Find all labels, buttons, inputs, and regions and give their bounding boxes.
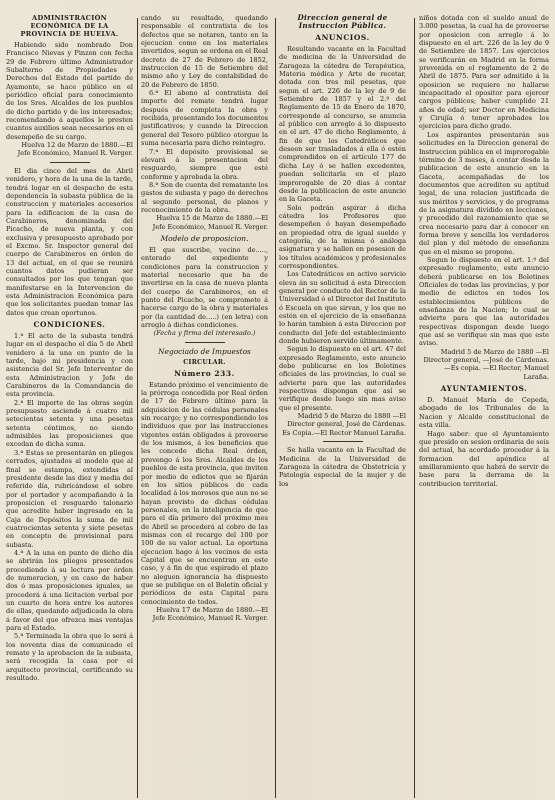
- section-heading: Número 233.: [174, 368, 235, 378]
- column-rule: [137, 18, 138, 798]
- paragraph: 7.ª El depósito provisional se elevará á la presentacion del resguardo, siempre que esté conforme y aprobada la obra.: [141, 147, 268, 181]
- divider: [50, 162, 90, 163]
- column-3: [279, 14, 406, 800]
- paragraph: 4.ª A la una en punto de dicho día se abrirán los pliegos presentados procediendo á su lectura por órden de numeracion, y en caso de haber dos ó mas proposiciones iguales, se procederá á una licitacion verbal por un cuarto de hora entre los autores de ellas, quedando adjudicada la obra á favor del que ofrezca mas ventajas para el Estado.: [6, 548, 133, 633]
- section-heading: Negociado de Impuestos: [158, 346, 251, 356]
- centered-note: (Fecha y firma del interesado.): [153, 329, 256, 338]
- section-title: ADMINISTRACIÓN ECONÓMICA DE LA PROVINCIA DE HUELVA.: [20, 14, 119, 38]
- paragraph: El dia cinco del mes de Abril venidero, y hora de la una de la tarde, tendrá lugar en el despacho de esta dependencia la subasta pública de la construccion y materiales accesorios para la edificacion de la casa de Carabineros, denominada del Picacho, de nueva planta, y con exclusiva y presupuesto aprobado por el Excmo. Sr. Inspector general del cuerpo de Carabineros en órden de 13 del actual, en el que se reunirá cuantos datos pudieran ser consultados por los que tengan que manifestarse en la Intervencion de esta Administracion Económica para que los solicitantes puedan tomar las datos que crean oportunos.: [6, 166, 133, 317]
- signature-line: Madrid 5 de Marzo de 1880 —El Director general, José de Cárdenas. Es Copia.—El Rector Manuel Laraña.: [282, 412, 406, 437]
- section-heading: CONDICIONES.: [33, 320, 106, 329]
- column-2: [141, 14, 268, 800]
- paragraph: El que suscribe, vecino de....., enterado del expediente y condiciones para la construccion y material necesario que ha de invertirse en la casa de nueva planta del cuerpo de Carabineros, en el punto del Picacho, se compromete á hacerse cargo de la obra y materiales por (la cantidad de.....) (en letra) con arreglo á dichas condiciones.: [141, 245, 268, 330]
- paragraph: Los aspirantes presentarán sus solicitudes en la Direccion general de Instruccion pública en el improrogable término de 3 meses, á contar desde la publicacion de este anuncio en la Gaceta, acompañadas de los documentos que acrediten su aptitud legal, de una relacion justificada de sus méritos y servicios, y de programa de la asignatura dividido en lecciones, y precedido del razonamiento que se crea necesario para dar á conocer en forma breve y sencilla los verdaderos del plan y del método de enseñanza que en el mismo se propone.: [419, 130, 549, 256]
- section-heading: CIRCULAR.: [183, 358, 226, 366]
- paragraph: 3.ª Estas se presentarán en pliegos cerrados, ajustados al modelo que al final se estampa, extendidas al presidente desde las diez y media del referido día, rubricándose el sobre por el portador y acompañando á la proposicion el resguardo talonario que acredite haber ingresado en la Caja de Depósitos la suma de mil cuatrocientas setenta y siete pesetas en concepto de provisional para subasta.: [6, 448, 133, 549]
- signature-line: Huelva 12 de Marzo de 1880.—El Jefe Económico, Manuel R. Verger.: [17, 141, 133, 158]
- paragraph: 6.ª El abono al contratista del importe del remate tendrá lugar después de completa la obra y recibida, presentando los documentos justificativos; y cuando la Direccion general del Tesoro público otorgue la suma necesaria para dicho reintegro.: [141, 89, 268, 148]
- column-4: [419, 14, 549, 800]
- signature-line: Huelva 15 de Marzo de 1880.—El Jefe Económico, Manuel R. Verger.: [152, 214, 268, 231]
- signature-line: Madrid 5 de Marzo de 1880 —El Director general, —José de Cárdenas.—Es copia. —El Rector, Manuel Laraña.: [423, 347, 549, 381]
- section-heading: ANUNCIOS.: [315, 33, 370, 42]
- signature-line: Huelva 17 de Marzo de 1880.—El Jefe Económico, Manuel R. Verger.: [152, 606, 268, 623]
- paragraph: Habiendo sido nombrado Don Francisco Nievas y Pinzon con fecha 29 de Febrero último Administrador Subalterno de Propiedades y Derechos del Estado del partido de Ayamonte, se hace público en el periódico oficial para conocimiento de los Sres. Alcaldes de los pueblos de dicho partido y de los interesados; recomendando á aquellos le presten cuantos auxilios sean necesarios en el desempeño de su cargo.: [6, 41, 133, 141]
- paragraph: 8.ª Son de cuenta del rematante los gastos de subasta y pago de derechos al segundo personal, de planos y reconocimiento de la obra.: [141, 180, 268, 214]
- divider: [185, 342, 225, 343]
- paragraph: Se halla vacante en la Facultad de Medicina de la Universidad de Zaragoza la cátedra de Obstetricia y Patología especial de la mujer y de los: [279, 446, 406, 488]
- paragraph: Estando próximo el vencimiento de la prórroga concedida por Real órden de 17 de Febrero último para la adquisicion de las cédulas personales sin recargo; y no correspondiendo los individuos que por las instrucciones vigentes están obligados á proveerse de los mismos, á los beneficios que les concede dicha Real órden, prevengo á los Sres. Alcaldes de los pueblos de esta provincia, que inviten por medio de edictos que se fijarán en los sitios públicos de cada localidad á los morosos que aun no se hayan provisto de dichas cédulas personales, en la inteligencia de que para el día primero del próximo mes de Abril se procederá al cobro de las mismas con el recargo del 100 por 100 de su valor actual. La oportuna ejecucion hago á los vecinos de esta Capital que se encuentran en este caso, y á fin de que espirado el plazo no aleguen ignorancia ha dispuesto que se publique en el Boletin oficial y periódicos de esta Capital para conocimiento de todos.: [141, 380, 268, 606]
- paragraph: Resultando vacante en la Facultad de medicina de la Universidad de Zaragoza la cátedra de Terapéutica, Materia médica y Arte de recetar, dotada con tres mil pesetas, que segun el art. 226 de la ley de 9 de Setiembre de 1857 y el 2.º del Reglamento de 15 de Enero de 1870, corresponde al concurso, se anuncia al público con arreglo á lo dispuesto en el art. 47 de dicho Reglamento, á fin de que los Catedráticos que deseen ser trasladados á ella ó estén comprendidos en el artículo 177 de dicha Ley ó se hallen excedentes, puedan solicitarla en el plazo improrogable de 20 dias á contar desde la publicacion de este anuncio en la Gaceta.: [279, 45, 406, 204]
- paragraph: Solo podrán aspirar á dicha cátedra los Profesores que desempeñen ó hayan desempeñado en propiedad otra de igual sueldo y categoría, de la misma ó análoga asignatura y se hallen en posesion de los títulos académicos y profesionales correspondientes.: [279, 203, 406, 270]
- column-rule: [414, 18, 415, 798]
- paragraph: 5.ª Terminada la obra que lo será á los noventa dias de comunicado el remate y la aprobacion de la subasta, será recogida la casa por el arquitecto provincial, certificando su resultado.: [6, 632, 133, 683]
- paragraph: Segun lo dispuesto en el art. 47 del expresado Reglamento, este anuncio debe publicarse en los Boletines oficiales de las provincias, lo cual se advierte para que las autoridades respectivas dispongan que así se verifique desde luego sin mas aviso que el presente.: [279, 345, 406, 412]
- paragraph: 1.ª El acto de la subasta tendrá lugar en el despacho el día 5 de Abril venidero á la una en punto de la tarde, bajo mi presidencia y con asistencia del Sr. Jefe Interventor de esta Administracion y Jefe de Carabineros de la Comandancia de esta provincia.: [6, 332, 133, 399]
- paragraph: Hago saber: que el Ayuntamiento que presido en sesion ordinaria de seis del actual, ha acordado proceder á la formacion del apéndice al amillaramiento que habrá de servir de base para la derrama de la contribucion territorial.: [419, 429, 549, 488]
- column-rule: [275, 18, 276, 798]
- section-heading: Modelo de proposicion.: [160, 233, 249, 243]
- section-heading: AYUNTAMIENTOS.: [440, 384, 528, 394]
- paragraph: Los Catedráticos en activo servicio eleva án su solicitud á esta Direccion general por conducto del Rector de la Universidad ó el Director del Instituto ó Escuela en que sirvan, y los que no estén en el ejercicio de la enseñanza lo harán tambien á esta Direccion por conducto del Jefe del establecimiento donde hubieren servido últimamente.: [279, 270, 406, 346]
- divider: [323, 441, 363, 442]
- column-1: [6, 14, 133, 800]
- section-title: Direccion general de Instruccion Pública.: [297, 14, 388, 30]
- paragraph: Segun lo dispuesto en el art. 1.º del expresado reglamento, este anuncio deberá publicarse en los Boletines Oficiales de todas las provincias, y por medio de edictos en todos los establecimientos públicos de enseñanza de la Nacion; lo cual se advierte para que las autoridades respectivas dispongan desde luego que así se verifique sin mas que este aviso.: [419, 255, 549, 348]
- paragraph: cando su resultado, quedando responsable el contratista de los defectos que se notaren, tanto en la ejecucion como en los materiales invertidos, segun se ordena en el Real decreto de 27 de Febrero de 1852, instruccion de 15 de Setiembre del mismo año y Ley de contabilidad de 20 de Febrero de 1850.: [141, 14, 268, 89]
- paragraph: D. Manuel María de Cepeda, abogado de los Tribunales de la Nacion y Alcalde constitucional de esta villa.: [419, 396, 549, 430]
- paragraph: 2.ª El importe de las obras según presupuesto asciende á cuatro mil setecientas setenta y una pesetas setenta céntimos, no siendo admisibles las proposiciones que excedan de dicha suma.: [6, 398, 133, 449]
- paragraph: niños dotada con el sueldo anual de 3.000 pesetas, la cual ha de proveerse por oposicion con arreglo á lo dispuesto en el art. 226 de la ley de 9 de Setiembre de 1857. Los ejercicios se verificarán en Madrid en la forma prevenida en el reglamento de 2 de Abril de 1875. Para ser admitido á la oposicion se requiere no hallarse incapacitado el opositor para ejercer cargos públicos; haber cumplido 21 años de edad; ser Doctor en Medicina y Cirujía ó tener aprobados los ejercicios para dicho grado.: [419, 14, 549, 131]
